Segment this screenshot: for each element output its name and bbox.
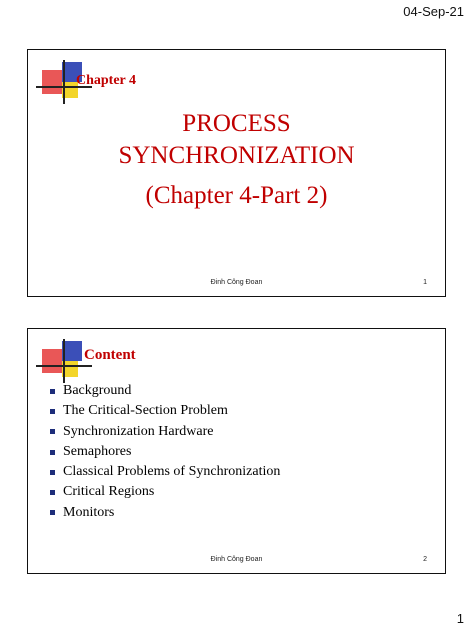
square-bullet-icon bbox=[50, 450, 55, 455]
list-item: Monitors bbox=[50, 503, 280, 523]
slide-title bbox=[28, 108, 445, 212]
slide-1 bbox=[27, 49, 446, 297]
list-item: Background bbox=[50, 381, 280, 401]
square-bullet-icon bbox=[50, 470, 55, 475]
square-bullet-icon bbox=[50, 490, 55, 495]
list-item: Semaphores bbox=[50, 442, 280, 462]
square-bullet-icon bbox=[50, 429, 55, 434]
list-item: The Critical-Section Problem bbox=[50, 401, 280, 421]
title-line-2: SYNCHRONIZATION bbox=[118, 142, 355, 169]
square-bullet-icon bbox=[50, 409, 55, 414]
chapter-label: Chapter 4 bbox=[76, 73, 137, 88]
page-number: 1 bbox=[456, 611, 464, 626]
slide-number: 2 bbox=[423, 556, 427, 563]
square-bullet-icon bbox=[50, 510, 55, 515]
list-item: Classical Problems of Synchronization bbox=[50, 462, 280, 482]
square-bullet-icon bbox=[50, 389, 55, 394]
slide-2 bbox=[27, 328, 446, 574]
title-line-1: PROCESS bbox=[182, 110, 291, 137]
slide-number: 1 bbox=[423, 279, 427, 286]
content-list bbox=[50, 381, 280, 523]
title-line-3: (Chapter 4-Part 2) bbox=[145, 182, 328, 209]
page-date: 04-Sep-21 bbox=[403, 4, 464, 19]
list-item: Synchronization Hardware bbox=[50, 422, 280, 442]
slide-author: Đinh Công Đoan bbox=[210, 556, 263, 563]
list-item: Critical Regions bbox=[50, 482, 280, 502]
slide-author: Đinh Công Đoan bbox=[210, 279, 263, 286]
content-heading: Content bbox=[84, 347, 136, 363]
